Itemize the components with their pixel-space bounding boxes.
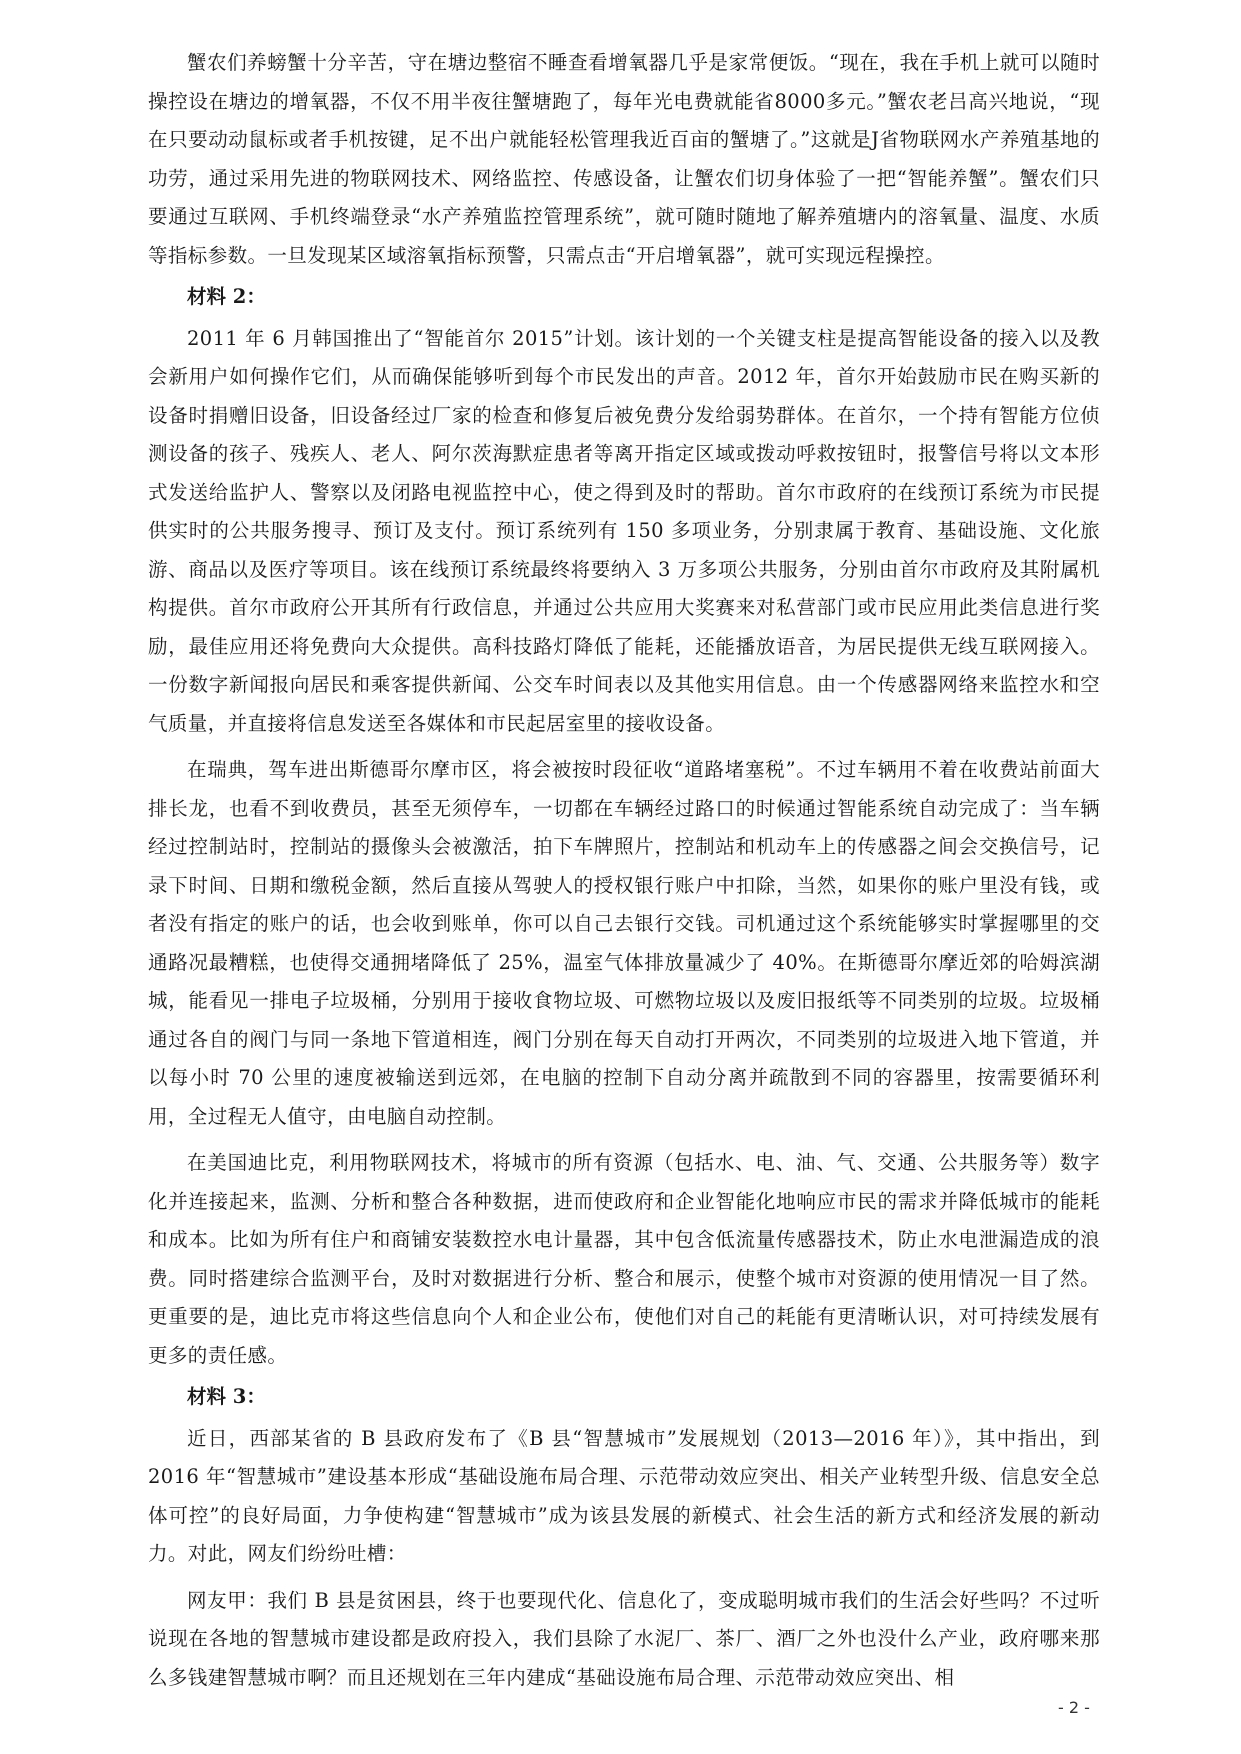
heading-material3: 材料 3： [187, 1385, 266, 1408]
paragraph-stockholm: 在瑞典，驾车进出斯德哥尔摩市区，将会被按时段征收“道路堵塞税”。不过车辆用不着在收费站前面大排长龙，也看不到收费员，甚至无须停车，一切都在车辆经过路口的时候通过智能系统自动完成了：当车辆经过控制站时，控制站的摄像头会被激活，拍下车牌照片，控制站和机动车上的传感器之间会交换信号，记录下时间、日期和缴税金额，然后直接从驾驶人的授权银行账户中扣除，当然，如果你的账户里没有钱，或者没有指定的账户的话，也会收到账单，你可以自己去银行交钱。司机通过这个系统能够实时掌握哪里的交通路况最糟糕，也使得交通拥堵降低了 25%，温室气体排放量减少了 40%。在斯德哥尔摩近郊的哈姆滨湖城，能看见一排电子垃圾桶，分别用于接收食物垃圾、可燃物垃圾以及废旧报纸等不同类别的垃圾。垃圾桶通过各自的阀门与同一条地下管道相连，阀门分别在每天自动打开两次，不同类别的垃圾进入地下管道，并以每小时 70 公里的速度被输送到远郊，在电脑的控制下自动分离并疏散到不同的容器里，按需要循环利用，全过程无人值守，由电脑自动控制。 [148, 758, 1100, 1128]
paragraph-dubuque: 在美国迪比克，利用物联网技术，将城市的所有资源（包括水、电、油、气、交通、公共服务等）数字化并连接起来，监测、分析和整合各种数据，进而使政府和企业智能化地响应市民的需求并降低城市的能耗和成本。比如为所有住户和商铺安装数控水电计量器，其中包含低流量传感器技术，防止水电泄漏造成的浪费。同时搭建综合监测平台，及时对数据进行分析、整合和展示，使整个城市对资源的使用情况一目了然。更重要的是，迪比克市将这些信息向个人和企业公布，使他们对自己的耗能有更清晰认识，对可持续发展有更多的责任感。 [148, 1151, 1100, 1367]
page-number: - 2 - [1058, 1698, 1090, 1717]
paragraph-material1-body: 蟹农们养螃蟹十分辛苦，守在塘边整宿不睡查看增氧器几乎是家常便饭。“现在，我在手机上就可以随时操控设在塘边的增氧器，不仅不用半夜往蟹塘跑了，每年光电费就能省8000多元。”蟹农老吕高兴地说，“现在只要动动鼠标或者手机按键，足不出户就能轻松管理我近百亩的蟹塘了。”这就是J省物联网水产养殖基地的功劳，通过采用先进的物联网技术、网络监控、传感设备，让蟹农们切身体验了一把“智能养蟹”。蟹农们只要通过互联网、手机终端登录“水产养殖监控管理系统”，就可随时随地了解养殖塘内的溶氧量、温度、水质等指标参数。一旦发现某区域溶氧指标预警，只需点击“开启增氧器”，就可实现远程操控。 [148, 51, 1100, 267]
paragraph-netizen-a: 网友甲：我们 B 县是贫困县，终于也要现代化、信息化了，变成聪明城市我们的生活会好些吗？不过听说现在各地的智慧城市建设都是政府投入，我们县除了水泥厂、茶厂、酒厂之外也没什么产业，政府哪来那么多钱建智慧城市啊？而且还规划在三年内建成“基础设施布局合理、示范带动效应突出、相 [148, 1588, 1100, 1689]
document-body [148, 44, 1100, 1697]
paragraph-b-county: 近日，西部某省的 B 县政府发布了《B 县“智慧城市”发展规划（2013—2016 年）》，其中指出，到 2016 年“智慧城市”建设基本形成“基础设施布局合理、示范带动效应突出、相关产业转型升级、信息安全总体可控”的良好局面，力争使构建“智慧城市”成为该县发展的新模式、社会生活的新方式和经济发展的新动力。对此，网友们纷纷吐槽： [148, 1426, 1100, 1565]
heading-material2: 材料 2： [187, 285, 266, 308]
paragraph-seoul: 2011 年 6 月韩国推出了“智能首尔 2015”计划。该计划的一个关键支柱是提高智能设备的接入以及教会新用户如何操作它们，从而确保能够听到每个市民发出的声音。2012 年，首尔开始鼓励市民在购买新的设备时捐赠旧设备，旧设备经过厂家的检查和修复后被免费分发给弱势群体。在首尔，一个持有智能方位侦测设备的孩子、残疾人、老人、阿尔茨海默症患者等离开指定区域或拨动呼救按钮时，报警信号将以文本形式发送给监护人、警察以及闭路电视监控中心，使之得到及时的帮助。首尔市政府的在线预订系统为市民提供实时的公共服务搜寻、预订及支付。预订系统列有 150 多项业务，分别隶属于教育、基础设施、文化旅游、商品以及医疗等项目。该在线预订系统最终将要纳入 3 万多项公共服务，分别由首尔市政府及其附属机构提供。首尔市政府公开其所有行政信息，并通过公共应用大奖赛来对私营部门或市民应用此类信息进行奖励，最佳应用还将免费向大众提供。高科技路灯降低了能耗，还能播放语音，为居民提供无线互联网接入。一份数字新闻报向居民和乘客提供新闻、公交车时间表以及其他实用信息。由一个传感器网络来监控水和空气质量，并直接将信息发送至各媒体和市民起居室里的接收设备。 [148, 326, 1100, 735]
